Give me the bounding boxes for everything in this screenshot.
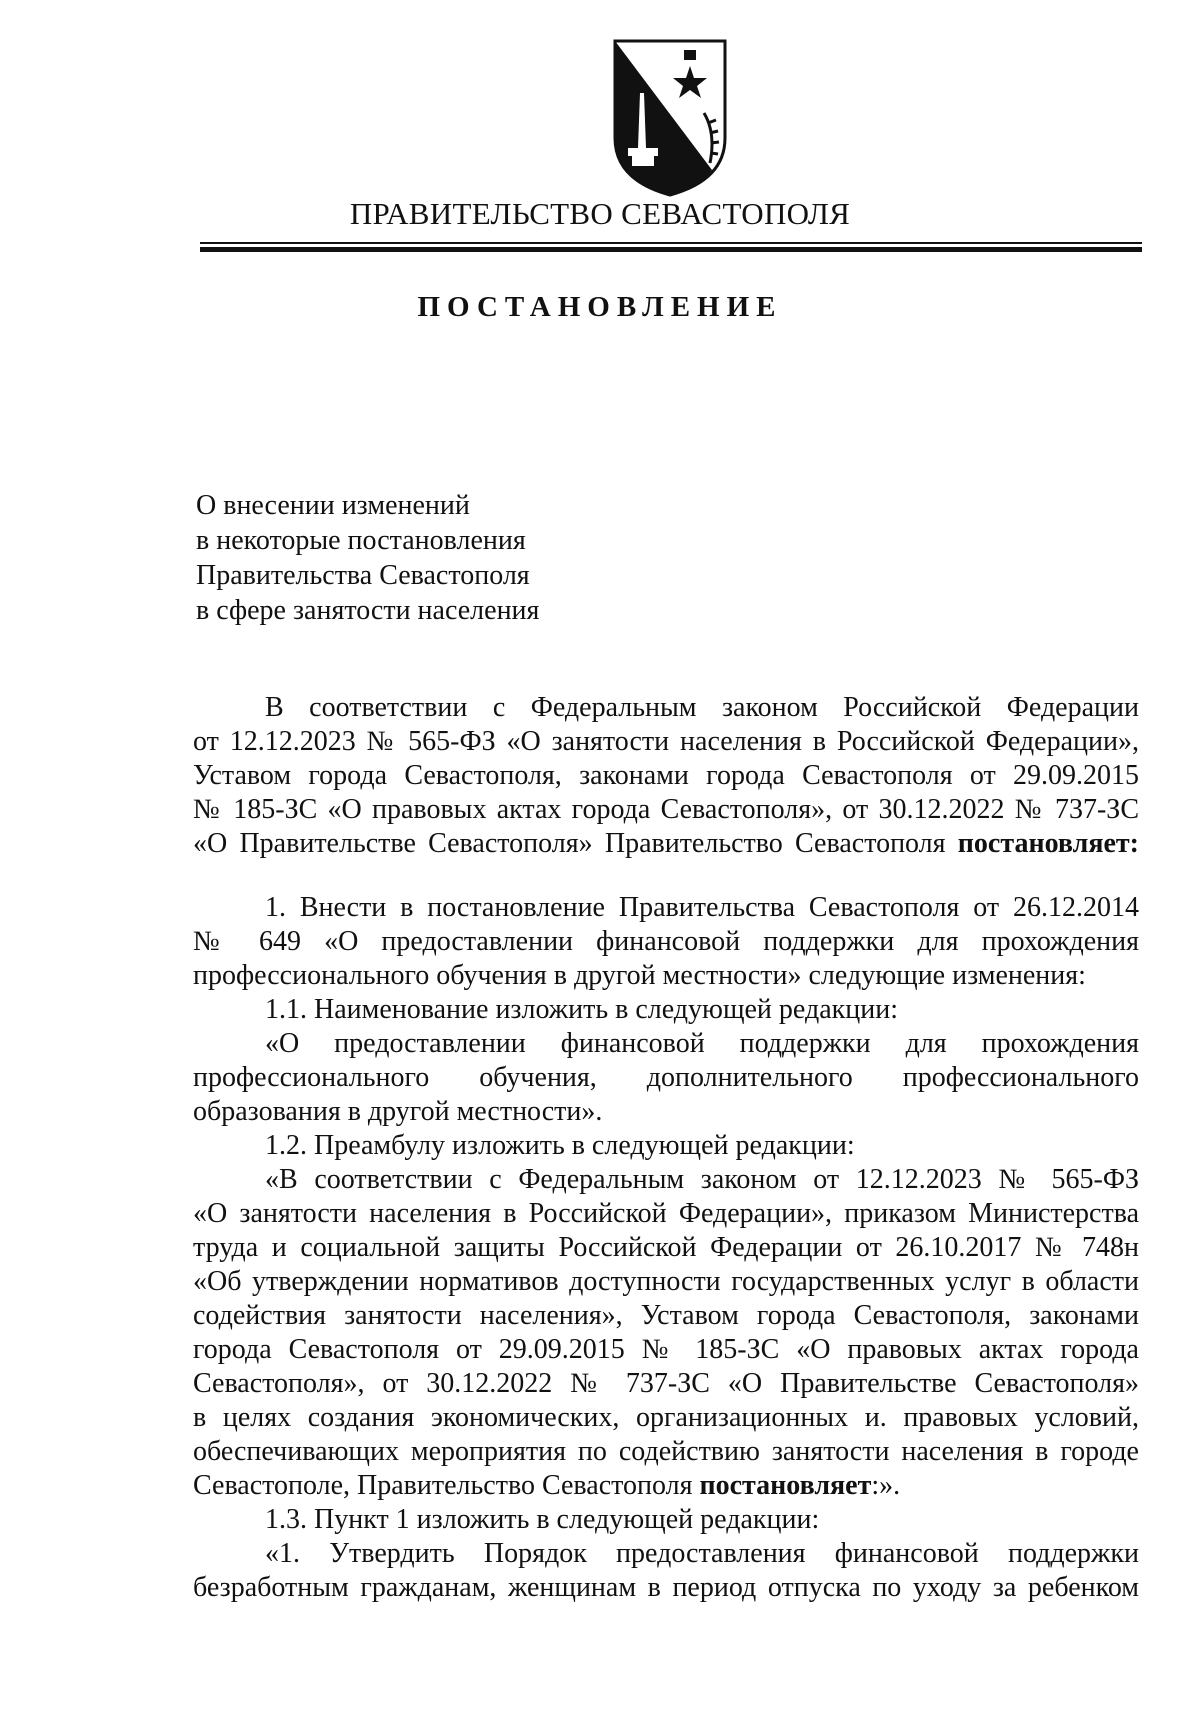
header-rule-thick — [200, 247, 1142, 252]
item-1-2-heading: 1.2. Преамбулу изложить в следующей редакции: — [265, 1130, 855, 1161]
item-1-1-line: профессионального обучения, дополнительного профессионального — [193, 1062, 1139, 1093]
item-1-2-end: :». — [871, 1470, 901, 1501]
item-1-2-line: «В соответствии с Федеральным законом от 12.12.2023 № 565-ФЗ — [265, 1164, 1139, 1195]
item-1-1-line: «О предоставлении финансовой поддержки для прохождения — [265, 1028, 1139, 1059]
item-1-1-line: образования в другой местности». — [193, 1096, 603, 1127]
item-1-2-line: содействия занятости населения», Уставом города Севастополя, законами — [193, 1300, 1139, 1331]
item-1-2-line: «Об утверждении нормативов доступности государственных услуг в области — [193, 1266, 1139, 1297]
item-1-line: профессионального обучения в другой местности» следующие изменения: — [193, 960, 1086, 991]
item-1-2-resolves: постановляет — [699, 1470, 872, 1501]
subject-line: в некоторые постановления — [196, 525, 526, 556]
preamble-line: № 185-ЗС «О правовых актах города Севастополя», от 30.12.2022 № 737-ЗС — [193, 794, 1139, 825]
preamble-line: В соответствии с Федеральным законом Российской Федерации — [265, 692, 1139, 723]
item-1-2-text: Севастополе, Правительство Севастополя — [193, 1470, 700, 1501]
item-1-2-line: «О занятости населения в Российской Федерации», приказом Министерства — [193, 1198, 1139, 1229]
subject-line: О внесении изменений — [196, 490, 470, 521]
item-1-2-line — [193, 1469, 1139, 1503]
coat-of-arms-icon — [612, 38, 728, 198]
subject-line: Правительства Севастополя — [196, 560, 530, 591]
subject-line: в сфере занятости населения — [196, 595, 540, 626]
organization-name: ПРАВИТЕЛЬСТВО СЕВАСТОПОЛЯ — [349, 196, 851, 231]
header-rule-thin — [200, 242, 1142, 244]
item-1-3-heading: 1.3. Пункт 1 изложить в следующей редакции: — [265, 1504, 820, 1535]
item-1-1-heading: 1.1. Наименование изложить в следующей редакции: — [265, 994, 898, 1025]
preamble-text: «О Правительстве Севастополя» Правительство Севастополя — [193, 828, 958, 859]
preamble-resolves: постановляет: — [957, 828, 1139, 859]
item-1-line: № 649 «О предоставлении финансовой поддержки для прохождения — [193, 926, 1139, 957]
item-1-2-line: труда и социальной защиты Российской Федерации от 26.10.2017 № 748н — [193, 1232, 1139, 1263]
item-1-2-line: Севастополя», от 30.12.2022 № 737-ЗС «О Правительстве Севастополя» — [193, 1368, 1139, 1399]
document-subject — [196, 488, 539, 628]
item-1-line: 1. Внести в постановление Правительства Севастополя от 26.12.2014 — [265, 892, 1139, 923]
preamble-line: от 12.12.2023 № 565-ФЗ «О занятости населения в Российской Федерации», — [193, 726, 1139, 757]
item-1-2-line: в целях создания экономических, организационных и. правовых условий, — [193, 1402, 1139, 1433]
item-1-2-line: города Севастополя от 29.09.2015 № 185-ЗС «О правовых актах города — [193, 1334, 1139, 1365]
document-type-title: ПОСТАНОВЛЕНИЕ — [417, 291, 783, 323]
document-body — [193, 691, 1139, 1605]
item-1-2-line: обеспечивающих мероприятия по содействию занятости населения в городе — [193, 1436, 1139, 1467]
item-1-3-line: «1. Утвердить Порядок предоставления финансовой поддержки — [265, 1538, 1139, 1569]
item-1-3-line: безработным гражданам, женщинам в период отпуска по уходу за ребенком — [193, 1572, 1139, 1603]
preamble-line — [193, 827, 1139, 861]
preamble-line: Уставом города Севастополя, законами города Севастополя от 29.09.2015 — [193, 760, 1139, 791]
